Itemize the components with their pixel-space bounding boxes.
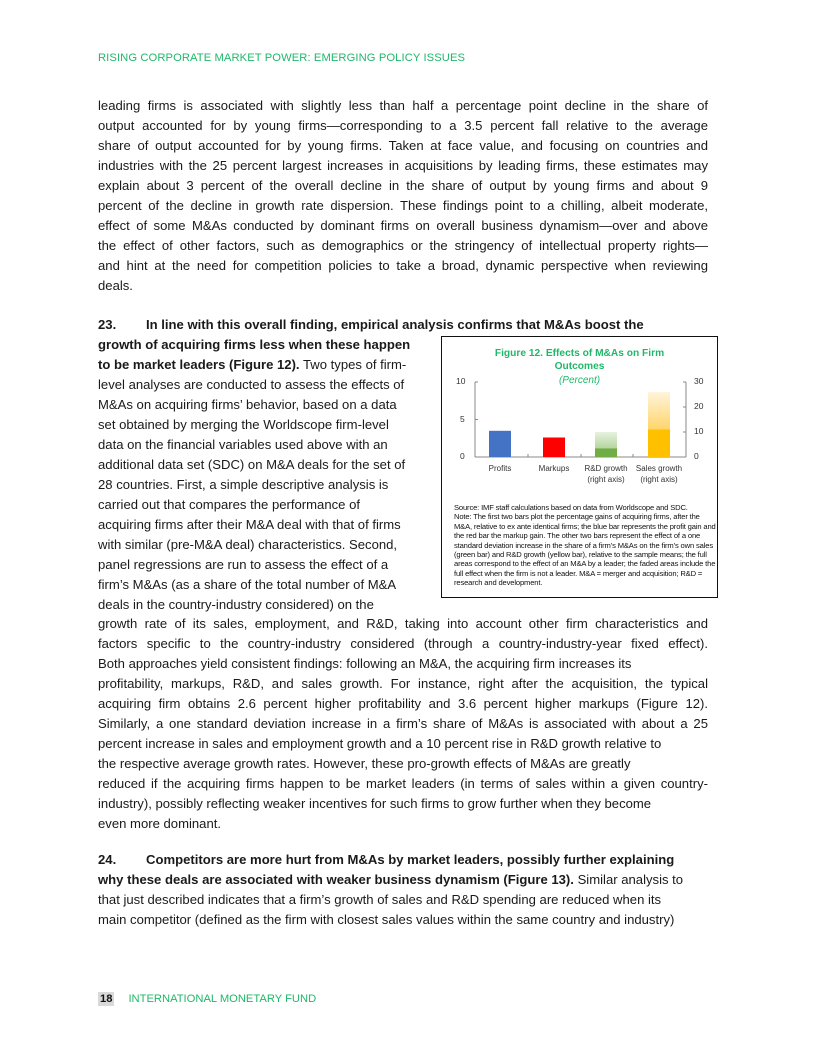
bar-rd-growth <box>595 448 617 457</box>
text-line: panel regressions are run to assess the effect of a <box>98 557 389 572</box>
paragraph-heading-text: Competitors are more hurt from M&As by market leaders, possibly further explaining <box>146 852 675 867</box>
text-line: level analyses are conducted to assess the effects of <box>98 377 405 392</box>
text-line: effect of some M&As conducted by dominant firms on overall business dynamism—over and above <box>98 218 708 233</box>
text-line: leading firms is associated with slightly less than half a percentage point decline in the share of <box>98 98 708 113</box>
x-label-sales-growth: Sales growth (right axis) <box>635 464 683 484</box>
text-line: industry), possibly reflecting weaker incentives for such firms to grow further when they become <box>98 796 652 811</box>
text-line: M&As on acquiring firms’ behavior, based on a data <box>98 397 397 412</box>
paragraph-number: 23. <box>98 317 117 332</box>
paragraph-heading-text: growth of acquiring firms less when these happen <box>98 337 411 352</box>
text-line: even more dominant. <box>98 816 222 831</box>
text-line: deals. <box>98 278 133 293</box>
text-line: Similarly, a one standard deviation increase in a firm’s share of M&As is associated with about a 25 <box>98 716 708 731</box>
left-tick-label: 0 <box>460 451 465 461</box>
paragraph-23-wrapped-text <box>98 335 434 615</box>
text-line: that just described indicates that a firm’s growth of sales and R&D spending are reduced when its <box>98 892 662 907</box>
text-line: output accounted for by young firms—corresponding to a 3.5 percent fall relative to the average <box>98 118 708 133</box>
bar-rd-growth-faded <box>595 432 617 448</box>
left-tick-label: 5 <box>460 414 465 424</box>
paragraph-23-continued <box>98 614 708 834</box>
intro-paragraph <box>98 96 708 296</box>
figure-subtitle: (Percent) <box>558 375 601 386</box>
text-line: the respective average growth rates. However, these pro-growth effects of M&As are greatly <box>98 756 631 771</box>
text-line: explain about 3 percent of the overall decline in the share of output by young firms and about 9 <box>98 178 708 193</box>
paragraph-heading-text: In line with this overall finding, empirical analysis confirms that M&As boost the <box>146 317 644 332</box>
text-line: with similar (pre-M&A deal) characteristics. Second, <box>98 537 398 552</box>
x-label-rd-growth: R&D growth (right axis) <box>584 464 628 484</box>
text-line: profitability, markups, R&D, and sales growth. For instance, right after the acquisition, the typical <box>98 676 708 691</box>
text-line: data on the financial variables used above with an <box>98 437 388 452</box>
paragraph-heading-text: to be market leaders (Figure 12). <box>98 357 300 372</box>
text-line: firm’s M&As (as a share of the total number of M&A <box>98 577 397 592</box>
figure-notes <box>454 503 716 588</box>
text-line: reduced if the acquiring firms happen to be market leaders (in terms of sales within a given country- <box>98 776 708 791</box>
text-line: share of output accounted for by young firms. Taken at face value, and focusing on countries and <box>98 138 708 153</box>
text-line: deals in the country-industry considered) on the <box>98 597 374 612</box>
right-tick-label: 10 <box>694 426 704 436</box>
right-tick-label: 0 <box>694 451 699 461</box>
text-line: growth rate of its sales, employment, and R&D, taking into account other firm characteristics and <box>98 616 708 631</box>
page-footer <box>98 992 316 1006</box>
bar-profits <box>489 431 511 457</box>
page-number: 18 <box>100 993 113 1005</box>
paragraph-24 <box>98 850 713 930</box>
text-line: 28 countries. First, a simple descriptive analysis is <box>98 477 389 492</box>
bar-markups <box>543 438 565 458</box>
text-line: carried out that compares the performance of <box>98 497 361 512</box>
text-line: factors specific to the country-industry considered (through a country-industry-year fixed effect). <box>98 636 708 651</box>
paragraph-23-heading <box>98 315 708 335</box>
right-tick-label: 30 <box>694 376 704 386</box>
text-line: percent of the decline in growth rate dispersion. These findings point to a chilling, albeit moderate, <box>98 198 708 213</box>
text-line: set obtained by merging the Worldscope firm-level <box>98 417 389 432</box>
left-tick-label: 10 <box>456 376 466 386</box>
x-label-profits: Profits <box>488 464 512 473</box>
figure-title-line: Figure 12. Effects of M&As on Firm <box>494 348 665 359</box>
right-tick-label: 20 <box>694 401 704 411</box>
bar-chart <box>442 337 717 497</box>
text-line: and hint at the need for competition policies to take a broad, dynamic perspective when reviewing <box>98 258 708 273</box>
figure-12 <box>441 336 718 598</box>
text-line: main competitor (defined as the firm with closest sales values within the same country and industry) <box>98 912 675 927</box>
publisher-name: INTERNATIONAL MONETARY FUND <box>128 993 317 1005</box>
text-line: the effect of other factors, such as demographics or the stringency of intellectual property rights— <box>98 238 708 253</box>
figure-source: Source: IMF staff calculations based on data from Worldscope and SDC. <box>454 503 688 512</box>
bar-sales-growth <box>648 430 670 458</box>
paragraph-number: 24. <box>98 852 117 867</box>
text-fragment: Two types of firm- <box>299 357 407 372</box>
paragraph-heading-text: why these deals are associated with weaker business dynamism (Figure 13). <box>98 872 574 887</box>
text-line: additional data set (SDC) on M&A deals for the set of <box>98 457 406 472</box>
text-line: acquiring firms after their M&A deal with that of firms <box>98 517 401 532</box>
figure-title-line: Outcomes <box>554 361 605 372</box>
text-line: industries with the 25 percent largest increases in acquisitions by leading firms, these estimates may <box>98 158 708 173</box>
text-line: Both approaches yield consistent findings: following an M&A, the acquiring firm increases its <box>98 656 632 671</box>
running-header: RISING CORPORATE MARKET POWER: EMERGING POLICY ISSUES <box>98 52 466 64</box>
x-label-markups: Markups <box>538 464 570 473</box>
bar-sales-growth-faded <box>648 392 670 430</box>
text-fragment: Similar analysis to <box>573 872 684 887</box>
text-line: percent increase in sales and employment growth and a 10 percent rise in R&D growth relative to <box>98 736 662 751</box>
text-line: acquiring firm obtains 2.6 percent higher profitability and 3.6 percent higher markups (Figure 12). <box>98 696 708 711</box>
figure-note: Note: The first two bars plot the percentage gains of acquiring firms, after the M&A, relative to ex ante identical firms; the blue bar represents the profit gain and the red bar the markup gain. The other two bars represent the effect of a one standard deviation increase in the share of a firm’s M&As on the firm’s own sales (green bar) and R&D growth (yellow bar), relative to the sample means; the full areas correspond to the effect of an M&A by a leader; the faded areas include the full effect when the firm is not a leader. M&A = merger and acquisition; R&D = research and development. <box>454 512 716 588</box>
